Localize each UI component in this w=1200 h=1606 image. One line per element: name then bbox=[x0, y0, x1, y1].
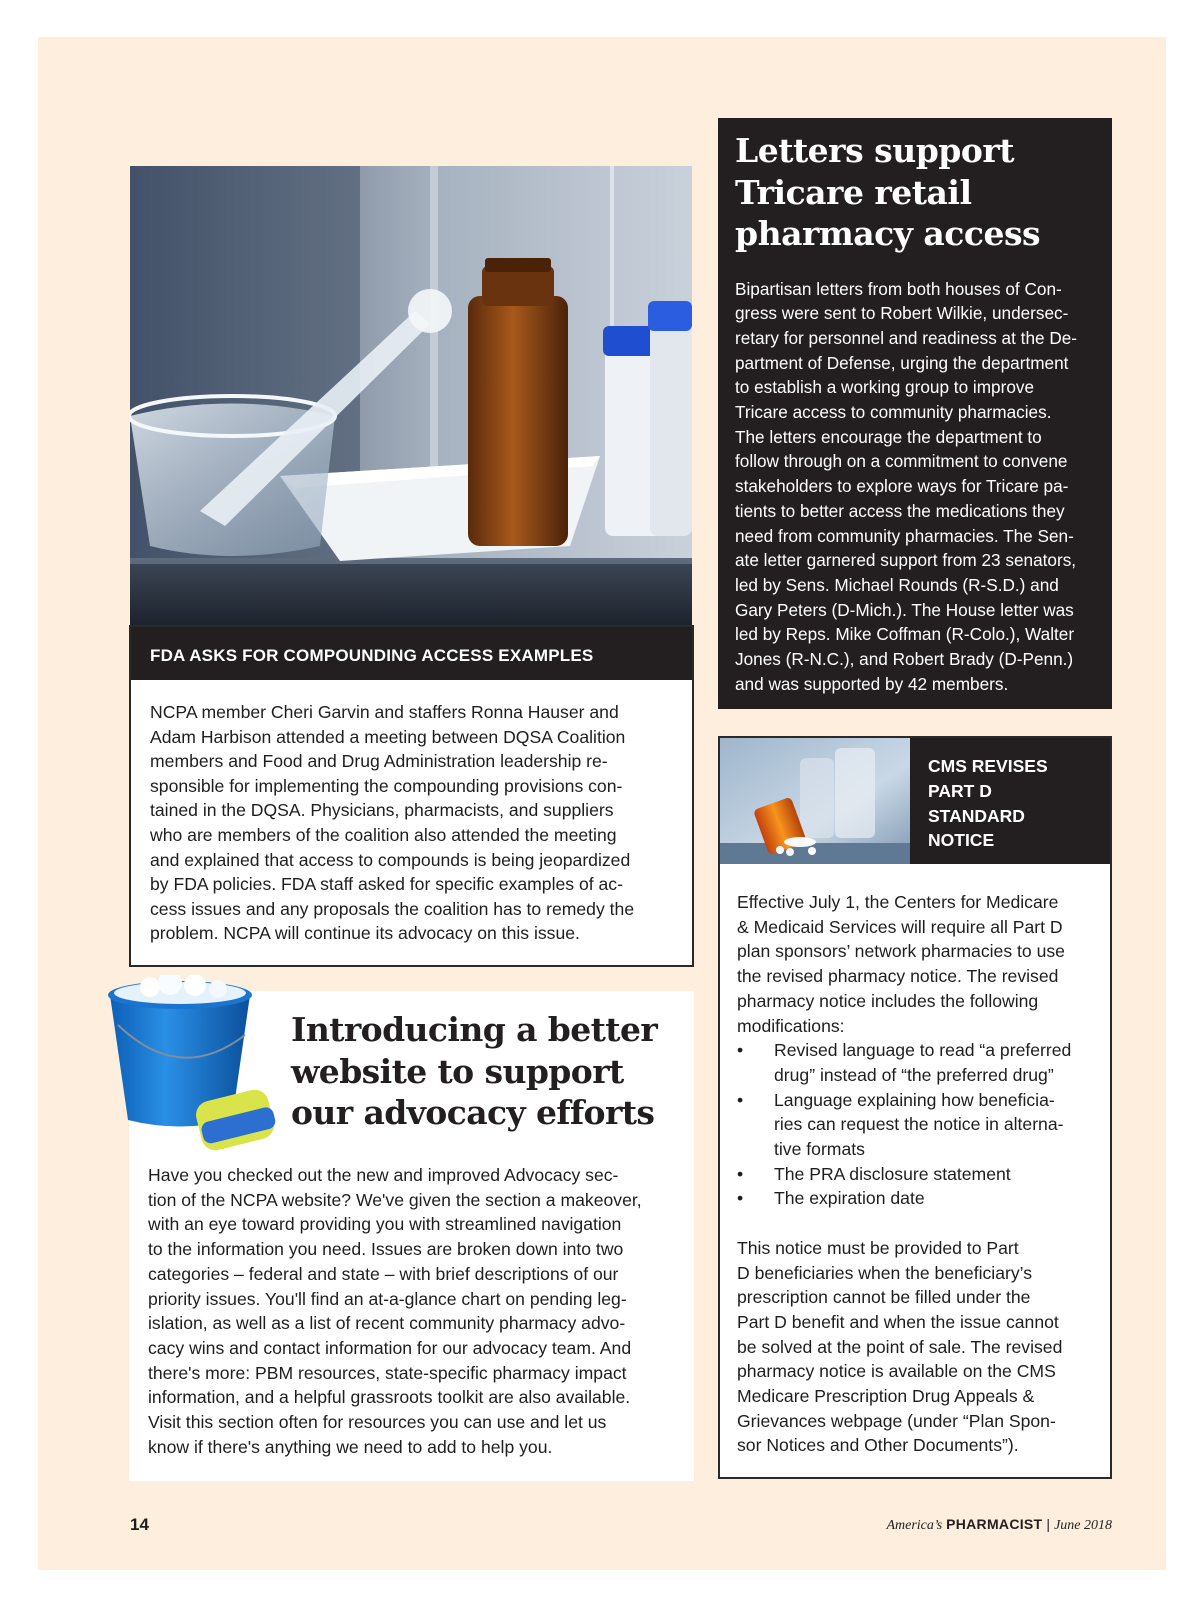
list-item bbox=[737, 1038, 1097, 1087]
text-line: This notice must be provided to Part bbox=[737, 1237, 1019, 1258]
text-line: tive formats bbox=[774, 1139, 865, 1160]
bullet-icon: • bbox=[737, 1163, 744, 1184]
text-line: who are members of the coalition also attended the meeting bbox=[150, 824, 617, 845]
lab-glassware-photo bbox=[130, 166, 692, 626]
website-article-body bbox=[148, 1163, 683, 1459]
text-line: ries can request the notice in alterna- bbox=[774, 1114, 1064, 1135]
text-line: retary for personnel and readiness at the De- bbox=[735, 327, 1078, 348]
magazine-prefix: America’s bbox=[886, 1518, 943, 1533]
cms-article-body bbox=[737, 890, 1097, 1458]
magazine-name: PHARMACIST bbox=[946, 1516, 1043, 1532]
text-line: Gary Peters (D-Mich.). The House letter was bbox=[735, 599, 1074, 620]
text-line: sor Notices and Other Documents”). bbox=[737, 1435, 1019, 1456]
text-line: there's more: PBM resources, state-specific pharmacy impact bbox=[148, 1362, 627, 1383]
issue-date: June 2018 bbox=[1054, 1518, 1112, 1533]
text-line: Effective July 1, the Centers for Medicare bbox=[737, 892, 1059, 912]
text-line: to the information you need. Issues are broken down into two bbox=[148, 1239, 624, 1260]
text-line: Visit this section often for resources you can use and let us bbox=[148, 1412, 607, 1433]
text-line: Language explaining how beneficia- bbox=[774, 1089, 1055, 1110]
text-line: Have you checked out the new and improved Advocacy sec- bbox=[148, 1165, 619, 1185]
text-line: partment of Defense, urging the department bbox=[735, 352, 1069, 373]
text-line: modifications: bbox=[737, 1015, 845, 1036]
text-line: stakeholders to explore ways for Tricare pa- bbox=[735, 476, 1069, 497]
bullet-icon: • bbox=[737, 1188, 744, 1209]
text-line: be solved at the point of sale. The revised bbox=[737, 1336, 1063, 1357]
text-line: Bipartisan letters from both houses of Con- bbox=[735, 278, 1062, 299]
text-line: gress were sent to Robert Wilkie, undersec- bbox=[735, 303, 1069, 324]
text-line: priority issues. You'll find an at-a-glance chart on pending leg- bbox=[148, 1288, 627, 1309]
text-line: problem. NCPA will continue its advocacy on this issue. bbox=[150, 923, 580, 944]
text-line: led by Sens. Michael Rounds (R-S.D.) and bbox=[735, 574, 1059, 595]
fda-article-header: FDA ASKS FOR COMPOUNDING ACCESS EXAMPLES bbox=[131, 627, 692, 680]
text-line: with an eye toward providing you with streamlined navigation bbox=[148, 1214, 622, 1235]
text-line: The letters encourage the department to bbox=[735, 426, 1042, 447]
tricare-article-heading bbox=[735, 130, 1098, 255]
text-line: Jones (R-N.C.), and Robert Brady (D-Penn.) bbox=[735, 649, 1074, 670]
text-line: islation, as well as a list of recent community pharmacy advo- bbox=[148, 1313, 626, 1334]
text-line: follow through on a commitment to convene bbox=[735, 451, 1068, 472]
heading-line: Tricare retail bbox=[735, 172, 972, 212]
text-line: drug” instead of “the preferred drug” bbox=[774, 1064, 1054, 1085]
fda-article-body bbox=[131, 680, 692, 946]
text-line: and was supported by 42 members. bbox=[735, 673, 1009, 694]
text-line: Adam Harbison attended a meeting between DQSA Coalition bbox=[150, 726, 626, 747]
cms-part-d-article bbox=[718, 736, 1112, 1479]
text-line: members and Food and Drug Administration leadership re- bbox=[150, 751, 608, 772]
list-item bbox=[737, 1186, 1097, 1211]
text-line: to establish a working group to improve bbox=[735, 377, 1035, 398]
heading-line: Letters support bbox=[735, 131, 1014, 170]
bullet-icon: • bbox=[737, 1089, 744, 1110]
text-line: by FDA policies. FDA staff asked for specific examples of ac- bbox=[150, 874, 623, 895]
pill-bottle-photo bbox=[720, 738, 910, 864]
text-line: plan sponsors’ network pharmacies to use bbox=[737, 941, 1065, 962]
text-line: and explained that access to compounds is being jeopardized bbox=[150, 849, 631, 870]
text-line: prescription cannot be filled under the bbox=[737, 1287, 1031, 1308]
page-number: 14 bbox=[130, 1515, 149, 1534]
text-line: led by Reps. Mike Coffman (R-Colo.), Walter bbox=[735, 624, 1075, 645]
text-line: cess issues and any proposals the coalition has to remedy the bbox=[150, 898, 635, 919]
text-line: information, and a helpful grassroots toolkit are also available. bbox=[148, 1387, 631, 1408]
text-line: categories – federal and state – with brief descriptions of our bbox=[148, 1263, 619, 1284]
text-line: ate letter garnered support from 23 senators, bbox=[735, 550, 1077, 571]
text-line: The expiration date bbox=[774, 1188, 925, 1209]
heading-line: Introducing a better bbox=[291, 1010, 658, 1049]
fda-compounding-article bbox=[129, 625, 694, 967]
title-line: PART D bbox=[928, 780, 992, 801]
list-item bbox=[737, 1088, 1097, 1162]
text-line: the revised pharmacy notice. The revised bbox=[737, 966, 1059, 987]
text-line: Grievances webpage (under “Plan Spon- bbox=[737, 1410, 1056, 1431]
text-line: D beneficiaries when the beneficiary’s bbox=[737, 1262, 1033, 1283]
heading-line: pharmacy access bbox=[735, 214, 1041, 253]
cms-modifications-list bbox=[737, 1038, 1097, 1211]
text-line: pharmacy notice includes the following bbox=[737, 990, 1039, 1011]
text-line: sponsible for implementing the compounding provisions con- bbox=[150, 775, 623, 796]
title-line: NOTICE bbox=[928, 830, 995, 851]
cms-article-title bbox=[910, 738, 1110, 864]
cms-intro bbox=[737, 890, 1097, 1038]
text-line: NCPA member Cheri Garvin and staffers Ronna Hauser and bbox=[150, 702, 619, 722]
website-article-heading bbox=[291, 1009, 686, 1134]
text-line: Part D benefit and when the issue cannot bbox=[737, 1311, 1059, 1332]
text-line: need from community pharmacies. The Sen- bbox=[735, 525, 1074, 546]
text-line: tion of the NCPA website? We've given the section a makeover, bbox=[148, 1189, 642, 1210]
text-line: pharmacy notice is available on the CMS bbox=[737, 1361, 1056, 1382]
text-line: Medicare Prescription Drug Appeals & bbox=[737, 1386, 1035, 1407]
heading-line: our advocacy efforts bbox=[291, 1093, 655, 1132]
bucket-sponge-illustration bbox=[100, 975, 290, 1160]
heading-line: website to support bbox=[291, 1051, 624, 1091]
tricare-article bbox=[718, 118, 1112, 709]
cms-outro bbox=[737, 1236, 1097, 1458]
text-line: Tricare access to community pharmacies. bbox=[735, 402, 1052, 423]
magazine-footer bbox=[886, 1516, 1112, 1534]
text-line: The PRA disclosure statement bbox=[774, 1163, 1011, 1184]
title-line: STANDARD bbox=[928, 805, 1025, 826]
text-line: & Medicaid Services will require all Part D bbox=[737, 916, 1063, 937]
text-line: know if there's anything we need to add to help you. bbox=[148, 1436, 553, 1457]
text-line: tients to better access the medications they bbox=[735, 500, 1065, 521]
bullet-icon: • bbox=[737, 1040, 744, 1061]
title-line: CMS REVISES bbox=[928, 756, 1048, 776]
list-item bbox=[737, 1162, 1097, 1187]
footer-separator: | bbox=[1046, 1516, 1051, 1532]
text-line: tained in the DQSA. Physicians, pharmacists, and suppliers bbox=[150, 800, 614, 821]
text-line: Revised language to read “a preferred bbox=[774, 1040, 1072, 1061]
text-line: cacy wins and contact information for our advocacy team. And bbox=[148, 1337, 632, 1358]
tricare-article-body bbox=[735, 277, 1098, 697]
